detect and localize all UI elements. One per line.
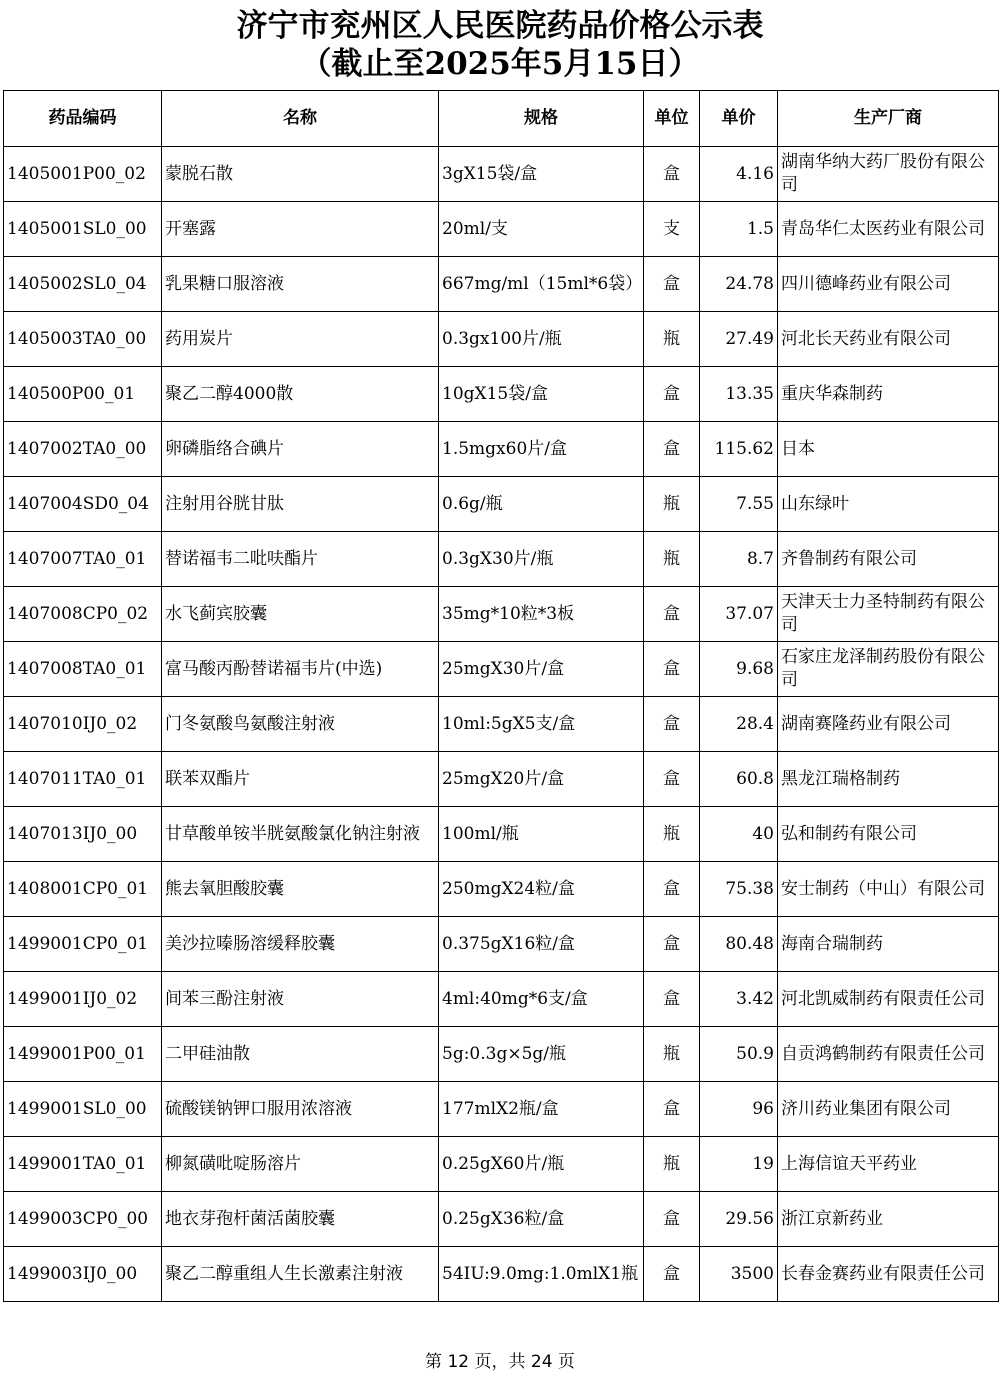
cell-unit: 瓶 xyxy=(644,477,700,532)
cell-manufacturer: 浙江京新药业 xyxy=(778,1192,999,1247)
cell-unit: 盒 xyxy=(644,587,700,642)
cell-name: 药用炭片 xyxy=(162,312,439,367)
table-row xyxy=(4,257,999,312)
cell-unit: 盒 xyxy=(644,1192,700,1247)
cell-name: 水飞蓟宾胶囊 xyxy=(162,587,439,642)
table-row xyxy=(4,1137,999,1192)
table-row xyxy=(4,862,999,917)
table-row xyxy=(4,202,999,257)
cell-code: 1499003CP0_00 xyxy=(4,1192,162,1247)
cell-name: 替诺福韦二吡呋酯片 xyxy=(162,532,439,587)
cell-spec: 0.25gX60片/瓶 xyxy=(439,1137,644,1192)
table-row xyxy=(4,477,999,532)
cell-unit: 盒 xyxy=(644,257,700,312)
cell-price: 7.55 xyxy=(700,477,778,532)
cell-price: 29.56 xyxy=(700,1192,778,1247)
cell-code: 1407002TA0_00 xyxy=(4,422,162,477)
table-row xyxy=(4,147,999,202)
cell-spec: 10gX15袋/盒 xyxy=(439,367,644,422)
cell-code: 1407008CP0_02 xyxy=(4,587,162,642)
cell-name: 乳果糖口服溶液 xyxy=(162,257,439,312)
cell-manufacturer: 自贡鸿鹤制药有限责任公司 xyxy=(778,1027,999,1082)
cell-name: 二甲硅油散 xyxy=(162,1027,439,1082)
cell-spec: 25mgX20片/盒 xyxy=(439,752,644,807)
cell-name: 地衣芽孢杆菌活菌胶囊 xyxy=(162,1192,439,1247)
table-row xyxy=(4,752,999,807)
cell-unit: 瓶 xyxy=(644,1027,700,1082)
cell-manufacturer: 青岛华仁太医药业有限公司 xyxy=(778,202,999,257)
cell-price: 4.16 xyxy=(700,147,778,202)
cell-spec: 100ml/瓶 xyxy=(439,807,644,862)
table-row xyxy=(4,697,999,752)
cell-price: 40 xyxy=(700,807,778,862)
cell-code: 1407013IJ0_00 xyxy=(4,807,162,862)
cell-code: 1407004SD0_04 xyxy=(4,477,162,532)
header-name: 名称 xyxy=(162,91,439,147)
cell-spec: 54IU:9.0mg:1.0mlX1瓶 xyxy=(439,1247,644,1302)
cell-code: 1499003IJ0_00 xyxy=(4,1247,162,1302)
cell-code: 1407011TA0_01 xyxy=(4,752,162,807)
table-row xyxy=(4,312,999,367)
cell-unit: 盒 xyxy=(644,422,700,477)
cell-manufacturer: 天津天士力圣特制药有限公司 xyxy=(778,587,999,642)
cell-spec: 250mgX24粒/盒 xyxy=(439,862,644,917)
cell-price: 24.78 xyxy=(700,257,778,312)
cell-name: 美沙拉嗪肠溶缓释胶囊 xyxy=(162,917,439,972)
cell-price: 3.42 xyxy=(700,972,778,1027)
cell-code: 1405002SL0_04 xyxy=(4,257,162,312)
cell-spec: 667mg/ml（15ml*6袋） xyxy=(439,257,644,312)
cell-code: 1407008TA0_01 xyxy=(4,642,162,697)
cell-code: 1499001IJ0_02 xyxy=(4,972,162,1027)
cell-spec: 0.375gX16粒/盒 xyxy=(439,917,644,972)
cell-code: 1407007TA0_01 xyxy=(4,532,162,587)
cell-unit: 盒 xyxy=(644,697,700,752)
price-table xyxy=(3,90,999,1302)
table-row xyxy=(4,422,999,477)
cell-manufacturer: 四川德峰药业有限公司 xyxy=(778,257,999,312)
cell-spec: 10ml:5gX5支/盒 xyxy=(439,697,644,752)
cell-manufacturer: 山东绿叶 xyxy=(778,477,999,532)
table-row xyxy=(4,1247,999,1302)
cell-name: 硫酸镁钠钾口服用浓溶液 xyxy=(162,1082,439,1137)
cell-code: 1405001SL0_00 xyxy=(4,202,162,257)
cell-name: 聚乙二醇4000散 xyxy=(162,367,439,422)
cell-unit: 瓶 xyxy=(644,532,700,587)
table-row xyxy=(4,917,999,972)
cell-spec: 0.25gX36粒/盒 xyxy=(439,1192,644,1247)
cell-price: 37.07 xyxy=(700,587,778,642)
cell-spec: 3gX15袋/盒 xyxy=(439,147,644,202)
cell-spec: 35mg*10粒*3板 xyxy=(439,587,644,642)
table-header-row xyxy=(4,91,999,147)
cell-unit: 盒 xyxy=(644,1082,700,1137)
cell-spec: 1.5mgx60片/盒 xyxy=(439,422,644,477)
cell-manufacturer: 安士制药（中山）有限公司 xyxy=(778,862,999,917)
cell-unit: 盒 xyxy=(644,642,700,697)
cell-name: 间苯三酚注射液 xyxy=(162,972,439,1027)
cell-code: 1407010IJ0_02 xyxy=(4,697,162,752)
cell-name: 注射用谷胱甘肽 xyxy=(162,477,439,532)
cell-price: 19 xyxy=(700,1137,778,1192)
cell-manufacturer: 上海信谊天平药业 xyxy=(778,1137,999,1192)
cell-code: 1499001SL0_00 xyxy=(4,1082,162,1137)
cell-price: 75.38 xyxy=(700,862,778,917)
table-row xyxy=(4,972,999,1027)
table-row xyxy=(4,587,999,642)
cell-name: 联苯双酯片 xyxy=(162,752,439,807)
cell-price: 3500 xyxy=(700,1247,778,1302)
cell-unit: 盒 xyxy=(644,147,700,202)
cell-unit: 盒 xyxy=(644,917,700,972)
cell-name: 甘草酸单铵半胱氨酸氯化钠注射液 xyxy=(162,807,439,862)
cell-manufacturer: 弘和制药有限公司 xyxy=(778,807,999,862)
cell-unit: 盒 xyxy=(644,862,700,917)
cell-price: 9.68 xyxy=(700,642,778,697)
cell-code: 1499001TA0_01 xyxy=(4,1137,162,1192)
cell-name: 卵磷脂络合碘片 xyxy=(162,422,439,477)
cell-name: 熊去氧胆酸胶囊 xyxy=(162,862,439,917)
header-price: 单价 xyxy=(700,91,778,147)
page-number: 第 12 页，共 24 页 xyxy=(425,1352,575,1372)
header-code: 药品编码 xyxy=(4,91,162,147)
table-row xyxy=(4,1027,999,1082)
cell-name: 蒙脱石散 xyxy=(162,147,439,202)
cell-spec: 0.6g/瓶 xyxy=(439,477,644,532)
cell-spec: 5g:0.3g×5g/瓶 xyxy=(439,1027,644,1082)
table-row xyxy=(4,1192,999,1247)
page-title: 济宁市兖州区人民医院药品价格公示表 xyxy=(236,8,764,44)
cell-manufacturer: 济川药业集团有限公司 xyxy=(778,1082,999,1137)
cell-spec: 0.3gX30片/瓶 xyxy=(439,532,644,587)
cell-price: 60.8 xyxy=(700,752,778,807)
cell-code: 1408001CP0_01 xyxy=(4,862,162,917)
table-row xyxy=(4,1082,999,1137)
table-row xyxy=(4,642,999,697)
cell-unit: 瓶 xyxy=(644,1137,700,1192)
cell-unit: 盒 xyxy=(644,972,700,1027)
cell-name: 聚乙二醇重组人生长激素注射液 xyxy=(162,1247,439,1302)
cell-manufacturer: 湖南华纳大药厂股份有限公司 xyxy=(778,147,999,202)
header-manufacturer: 生产厂商 xyxy=(778,91,999,147)
cell-manufacturer: 齐鲁制药有限公司 xyxy=(778,532,999,587)
cell-price: 1.5 xyxy=(700,202,778,257)
table-row xyxy=(4,532,999,587)
cell-unit: 盒 xyxy=(644,1247,700,1302)
cell-price: 13.35 xyxy=(700,367,778,422)
cell-name: 门冬氨酸鸟氨酸注射液 xyxy=(162,697,439,752)
cell-spec: 177mlX2瓶/盒 xyxy=(439,1082,644,1137)
cell-manufacturer: 黑龙江瑞格制药 xyxy=(778,752,999,807)
cell-name: 富马酸丙酚替诺福韦片(中选) xyxy=(162,642,439,697)
cell-unit: 支 xyxy=(644,202,700,257)
page-subtitle: （截止至2025年5月15日） xyxy=(300,46,700,82)
cell-unit: 盒 xyxy=(644,752,700,807)
cell-unit: 瓶 xyxy=(644,807,700,862)
cell-code: 140500P00_01 xyxy=(4,367,162,422)
cell-manufacturer: 河北长天药业有限公司 xyxy=(778,312,999,367)
cell-manufacturer: 河北凯威制药有限责任公司 xyxy=(778,972,999,1027)
cell-code: 1499001CP0_01 xyxy=(4,917,162,972)
cell-code: 1405003TA0_00 xyxy=(4,312,162,367)
header-unit: 单位 xyxy=(644,91,700,147)
cell-spec: 0.3gx100片/瓶 xyxy=(439,312,644,367)
cell-price: 115.62 xyxy=(700,422,778,477)
cell-manufacturer: 长春金赛药业有限责任公司 xyxy=(778,1247,999,1302)
cell-spec: 25mgX30片/盒 xyxy=(439,642,644,697)
cell-price: 50.9 xyxy=(700,1027,778,1082)
cell-unit: 瓶 xyxy=(644,312,700,367)
cell-code: 1405001P00_02 xyxy=(4,147,162,202)
cell-name: 开塞露 xyxy=(162,202,439,257)
cell-manufacturer: 重庆华森制药 xyxy=(778,367,999,422)
cell-unit: 盒 xyxy=(644,367,700,422)
table-body xyxy=(4,147,999,1302)
cell-manufacturer: 海南合瑞制药 xyxy=(778,917,999,972)
cell-manufacturer: 日本 xyxy=(778,422,999,477)
cell-price: 96 xyxy=(700,1082,778,1137)
cell-manufacturer: 湖南赛隆药业有限公司 xyxy=(778,697,999,752)
cell-code: 1499001P00_01 xyxy=(4,1027,162,1082)
cell-spec: 20ml/支 xyxy=(439,202,644,257)
cell-price: 27.49 xyxy=(700,312,778,367)
table-row xyxy=(4,807,999,862)
cell-spec: 4ml:40mg*6支/盒 xyxy=(439,972,644,1027)
cell-price: 8.7 xyxy=(700,532,778,587)
cell-price: 28.4 xyxy=(700,697,778,752)
header-spec: 规格 xyxy=(439,91,644,147)
cell-price: 80.48 xyxy=(700,917,778,972)
table-row xyxy=(4,367,999,422)
cell-manufacturer: 石家庄龙泽制药股份有限公司 xyxy=(778,642,999,697)
cell-name: 柳氮磺吡啶肠溶片 xyxy=(162,1137,439,1192)
